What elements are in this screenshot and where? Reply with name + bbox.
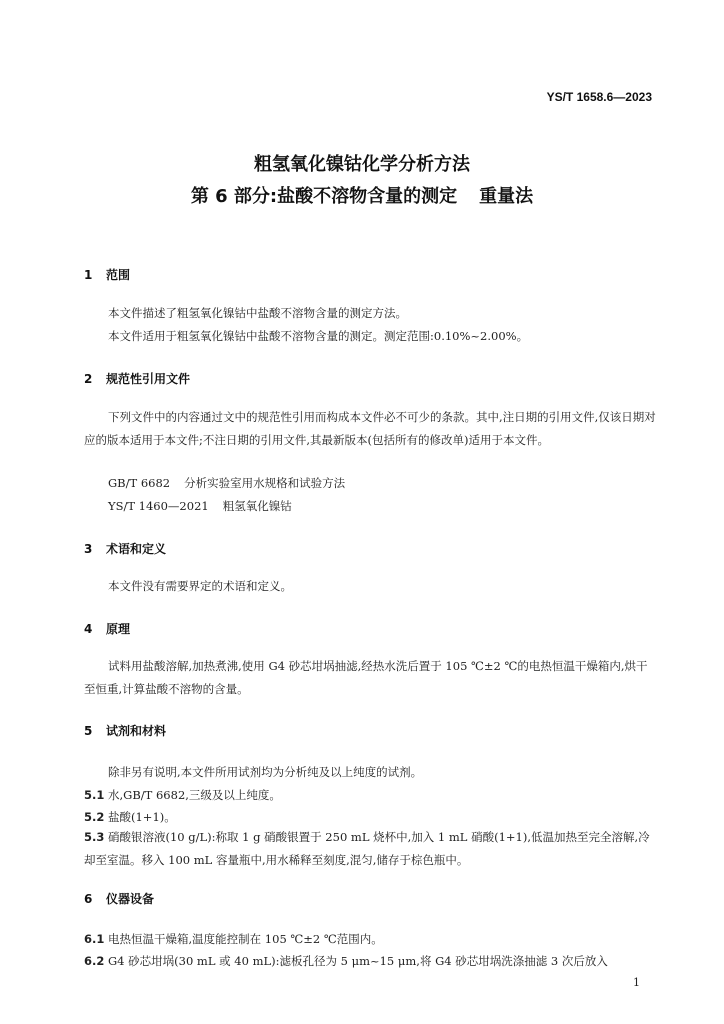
section-number: 4: [84, 622, 93, 636]
document-title-line2: [0, 182, 724, 208]
clause-number: 5.2: [84, 810, 105, 824]
standard-number: YS/T 1658.6—2023: [546, 90, 652, 104]
clause-5-3: [84, 826, 656, 872]
title-part: 第 6 部分:盐酸不溶物含量的测定: [190, 186, 458, 207]
reference-code: YS/T 1460—2021: [108, 499, 209, 513]
clause-number: 6.1: [84, 932, 105, 946]
clause-text: 盐酸(1+1)。: [108, 810, 176, 824]
clause-number: 5.1: [84, 788, 105, 802]
section-heading-2: [84, 370, 190, 387]
paragraph: 下列文件中的内容通过文中的规范性引用而构成本文件必不可少的条款。其中,注日期的引用文件,仅该日期对应的版本适用于本文件;不注日期的引用文件,其最新版本(包括所有的修改单)适用于本文件。: [84, 410, 656, 447]
section-number: 2: [84, 372, 93, 386]
section-number: 1: [84, 268, 93, 282]
reference-title: 分析实验室用水规格和试验方法: [184, 476, 346, 490]
section-title: 术语和定义: [106, 542, 167, 556]
section-heading-1: [84, 266, 130, 283]
section-number: 5: [84, 724, 93, 738]
section-title: 原理: [106, 622, 131, 636]
normative-reference: [108, 498, 292, 514]
paragraph: 试料用盐酸溶解,加热煮沸,使用 G4 砂芯坩埚抽滤,经热水洗后置于 105 ℃±2 ℃的电热恒温干燥箱内,烘干至恒重,计算盐酸不溶物的含量。: [84, 659, 648, 696]
clause-6-2: [84, 950, 656, 973]
clause-text: 水,GB/T 6682,三级及以上纯度。: [108, 788, 281, 802]
section-title: 仪器设备: [106, 892, 155, 906]
document-title-line1: 粗氢氧化镍钴化学分析方法: [254, 154, 470, 175]
reference-code: GB/T 6682: [108, 476, 171, 490]
section-title: 规范性引用文件: [106, 372, 191, 386]
clause-number: 5.3: [84, 830, 105, 844]
title-method: 重量法: [479, 186, 534, 207]
section-heading-6: [84, 890, 154, 907]
section-title: 试剂和材料: [106, 724, 167, 738]
clause-5-1: [84, 784, 656, 807]
normative-reference: [108, 475, 345, 491]
paragraph: 除非另有说明,本文件所用试剂均为分析纯及以上纯度的试剂。: [108, 765, 423, 779]
clause-text: 硝酸银溶液(10 g/L):称取 1 g 硝酸银置于 250 mL 烧杯中,加入 1 mL 硝酸(1+1),低温加热至完全溶解,冷却至室温。移入 100 mL 容量瓶中,用水稀释至刻度,混匀,储存于棕色瓶中。: [84, 830, 650, 867]
clause-text: 电热恒温干燥箱,温度能控制在 105 ℃±2 ℃范围内。: [108, 932, 383, 946]
clause-number: 6.2: [84, 954, 105, 968]
paragraph: 本文件适用于粗氢氧化镍钴中盐酸不溶物含量的测定。测定范围:0.10%~2.00%。: [108, 329, 529, 343]
section-heading-3: [84, 540, 166, 557]
page-number: 1: [633, 976, 640, 989]
clause-text: G4 砂芯坩埚(30 mL 或 40 mL):滤板孔径为 5 μm~15 μm,将 G4 砂芯坩埚洗涤抽滤 3 次后放入: [108, 954, 608, 968]
section-heading-5: [84, 722, 166, 739]
paragraph: 本文件没有需要界定的术语和定义。: [108, 579, 292, 593]
section-title: 范围: [106, 268, 131, 282]
clause-6-1: [84, 928, 656, 951]
paragraph: 本文件描述了粗氢氧化镍钴中盐酸不溶物含量的测定方法。: [108, 306, 407, 320]
section-heading-4: [84, 620, 130, 637]
section-number: 3: [84, 542, 93, 556]
section-number: 6: [84, 892, 93, 906]
reference-title: 粗氢氧化镍钴: [222, 499, 292, 513]
